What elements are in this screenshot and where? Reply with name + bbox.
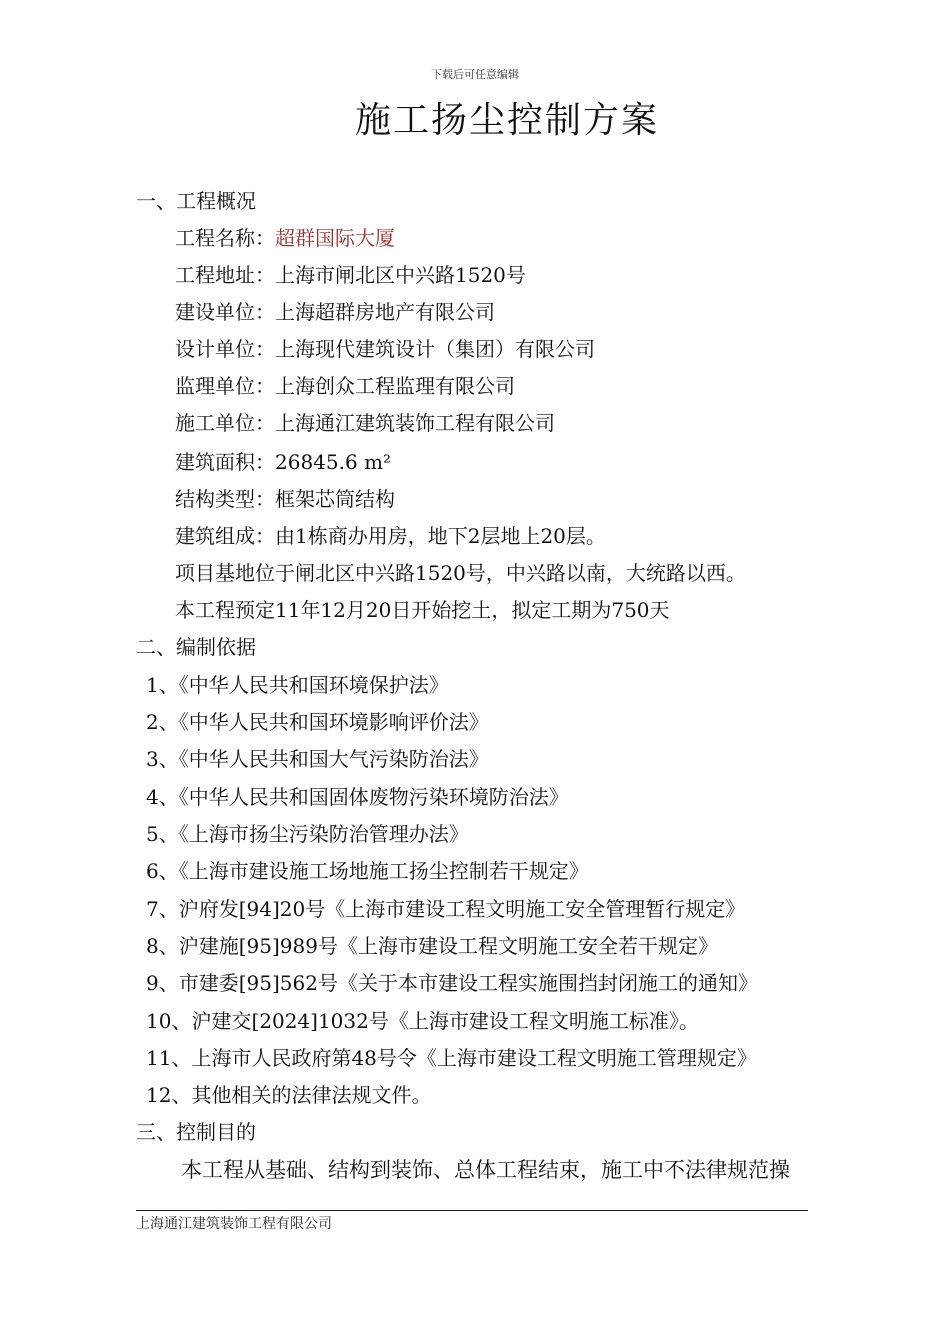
construction-unit: 施工单位：上海通江建筑装饰工程有限公司: [175, 411, 555, 435]
project-name-label: 工程名称：: [175, 226, 275, 250]
building-composition: 建筑组成：由1栋商办用房，地下2层地上20层。: [175, 524, 606, 548]
building-area-row: [175, 449, 391, 475]
basis-item: 4、《中华人民共和国固体废物污染环境防治法》: [146, 785, 569, 809]
project-schedule: 本工程预定11年12月20日开始挖土，拟定工期为750天: [175, 598, 670, 622]
section-heading-purpose: 三、控制目的: [136, 1120, 256, 1144]
basis-item: 1、《中华人民共和国环境保护法》: [146, 673, 449, 697]
supervision-unit: 监理单位：上海创众工程监理有限公司: [175, 374, 515, 398]
project-name-row: [175, 225, 395, 251]
basis-item: 8、沪建施[95]989号《上海市建设工程文明施工安全若干规定》: [146, 934, 718, 958]
basis-item: 6、《上海市建设施工场地施工扬尘控制若干规定》: [146, 859, 589, 883]
footer-divider: [136, 1210, 808, 1211]
basis-item: 5、《上海市扬尘污染防治管理办法》: [146, 822, 469, 846]
basis-item: 10、沪建交[2024]1032号《上海市建设工程文明施工标准》。: [146, 1009, 699, 1033]
basis-item: 7、沪府发[94]20号《上海市建设工程文明施工安全管理暂行规定》: [146, 897, 746, 921]
section-heading-basis: 二、编制依据: [136, 635, 256, 659]
design-unit: 设计单位：上海现代建筑设计（集团）有限公司: [175, 337, 595, 361]
project-address: 工程地址：上海市闸北区中兴路1520号: [175, 263, 526, 287]
building-area-label: 建筑面积：: [175, 450, 275, 474]
basis-item: 3、《中华人民共和国大气污染防治法》: [146, 747, 489, 771]
developer-unit: 建设单位：上海超群房地产有限公司: [175, 300, 495, 324]
footer-company: 上海通江建筑装饰工程有限公司: [136, 1216, 332, 1232]
building-area-value: 26845.6 m²: [275, 450, 392, 474]
basis-item: 2、《中华人民共和国环境影响评价法》: [146, 710, 489, 734]
purpose-paragraph: 本工程从基础、结构到装饰、总体工程结束，施工中不法律规范操: [181, 1158, 790, 1182]
document-title: 施工扬尘控制方案: [354, 100, 659, 141]
basis-item: 11、上海市人民政府第48号令《上海市建设工程文明施工管理规定》: [146, 1046, 757, 1070]
basis-item: 12、其他相关的法律法规文件。: [146, 1083, 432, 1107]
section-heading-overview: 一、工程概况: [136, 189, 256, 213]
project-name-value: 超群国际大厦: [275, 226, 395, 250]
project-location: 项目基地位于闸北区中兴路1520号，中兴路以南，大统路以西。: [175, 561, 746, 585]
structure-type: 结构类型：框架芯筒结构: [175, 487, 395, 511]
watermark-text: 下载后可任意编辑: [431, 68, 519, 81]
basis-item: 9、市建委[95]562号《关于本市建设工程实施围挡封闭施工的通知》: [146, 971, 758, 995]
